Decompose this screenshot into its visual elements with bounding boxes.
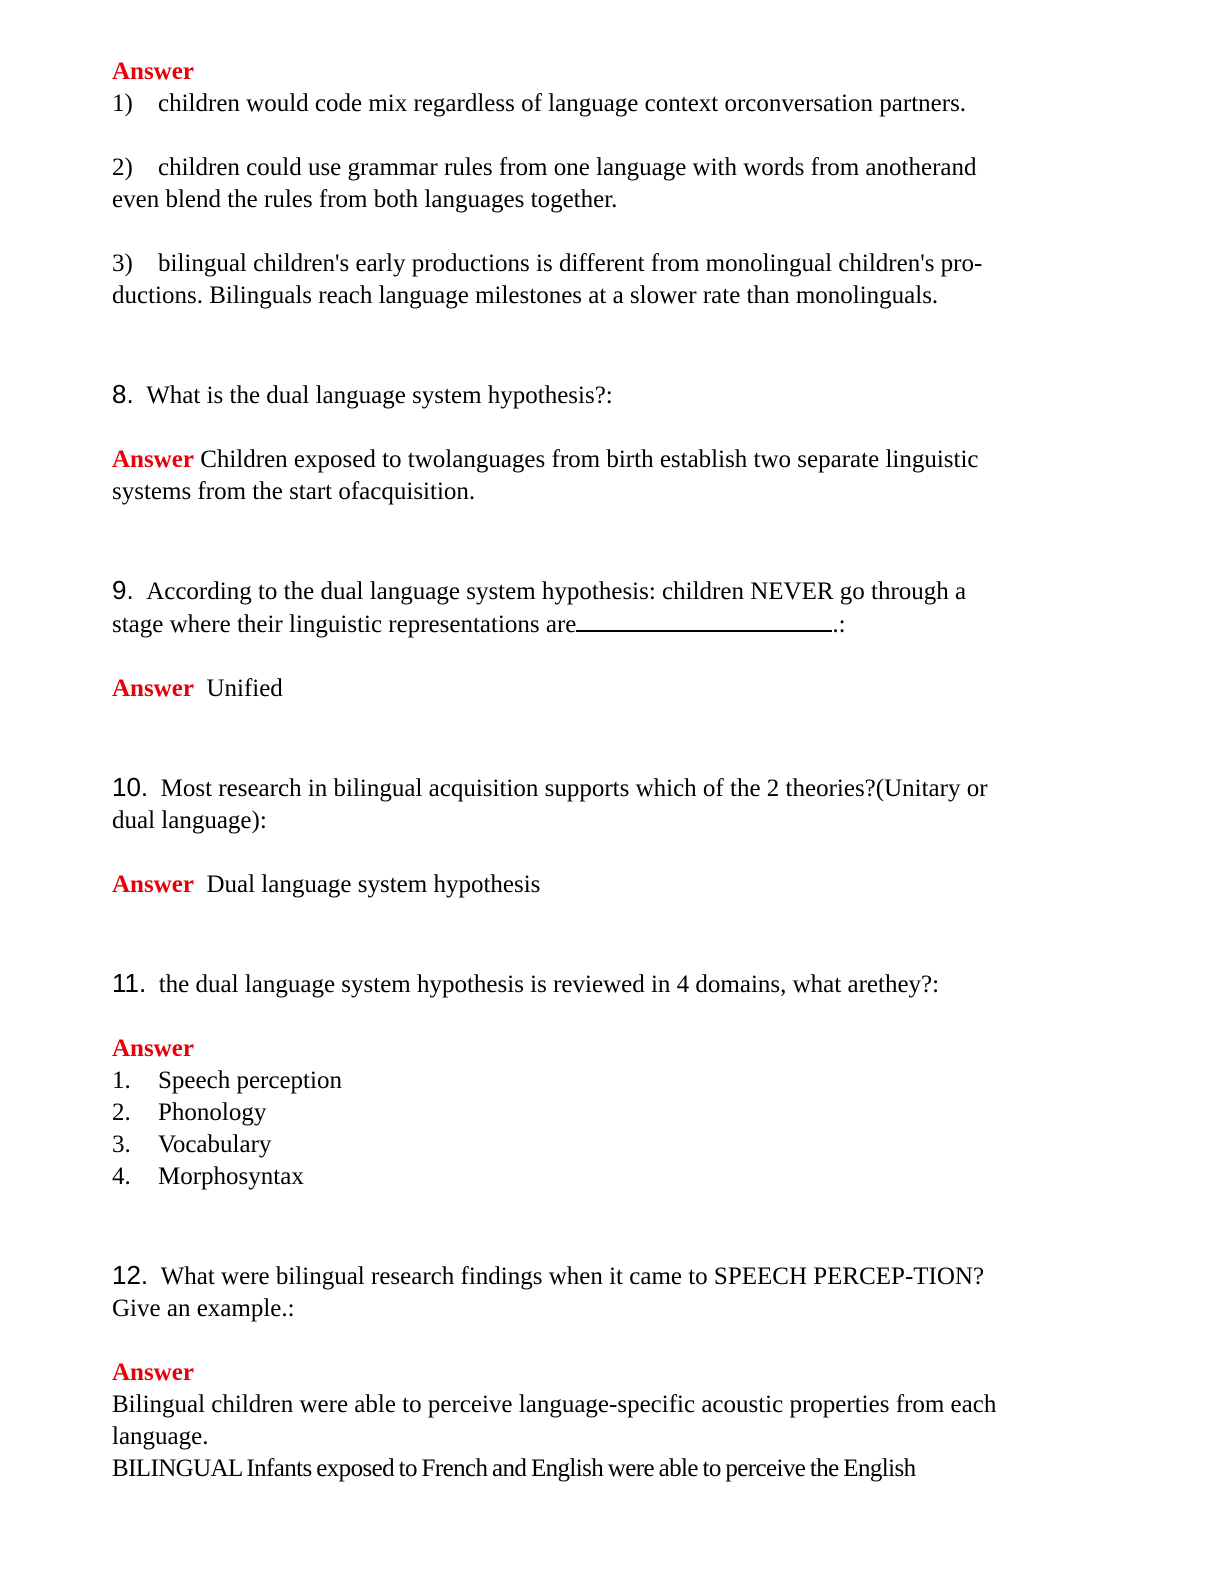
item-number: 4.	[112, 1163, 131, 1190]
q12-question	[112, 1259, 1102, 1293]
question-text-end: .:	[832, 611, 846, 638]
q12-answer-line-2: language.	[112, 1423, 209, 1450]
item-text: children would code mix regardless of language context orconversation partners.	[158, 90, 967, 117]
item-number: 3.	[112, 1131, 131, 1158]
question-number: 9.	[112, 575, 134, 605]
q7-answer-heading	[112, 56, 1102, 88]
q8-answer-cont: systems from the start ofacquisition.	[112, 478, 476, 505]
document-page	[112, 56, 1102, 1485]
q7-answer-item-3	[112, 248, 1102, 280]
q7-answer-item-2-cont: even blend the rules from both languages together.	[112, 186, 618, 213]
q10-question	[112, 771, 1102, 805]
answer-text: Children exposed to twolanguages from birth establish two separate linguistic	[200, 446, 979, 473]
q12-answer-line-1: Bilingual children were able to perceive language-specific acoustic properties from each	[112, 1391, 997, 1418]
q12-question-cont: Give an example.:	[112, 1295, 295, 1322]
question-number: 12.	[112, 1260, 149, 1290]
q12-answer-heading	[112, 1357, 1102, 1389]
question-number: 10.	[112, 772, 149, 802]
item-number: 3)	[112, 250, 133, 277]
fill-in-blank	[576, 608, 832, 632]
question-text: stage where their linguistic representations are	[112, 611, 577, 638]
answer-label: Answer	[112, 675, 194, 702]
question-text: According to the dual language system hypothesis: children NEVER go through a	[146, 578, 967, 605]
item-number: 1.	[112, 1067, 131, 1094]
answer-label: Answer	[112, 446, 194, 473]
list-item	[112, 1097, 1102, 1129]
item-text: children could use grammar rules from one language with words from anotherand	[158, 154, 977, 181]
q12-answer-line-3: BILINGUAL Infants exposed to French and English were able to perceive the English	[112, 1455, 916, 1482]
q9-question	[112, 574, 1102, 608]
list-item	[112, 1161, 1102, 1193]
item-number: 1)	[112, 90, 133, 117]
q10-answer	[112, 869, 1102, 901]
list-item	[112, 1129, 1102, 1161]
question-number: 11.	[112, 968, 147, 998]
q7-answer-item-1	[112, 88, 1102, 120]
item-number: 2.	[112, 1099, 131, 1126]
item-text: bilingual children's early productions is different from monolingual children's pro-	[158, 250, 983, 277]
question-number: 8.	[112, 379, 134, 409]
question-text: Most research in bilingual acquisition supports which of the 2 theories?(Unitary or	[160, 775, 988, 802]
answer-label: Answer	[112, 1359, 194, 1386]
answer-label: Answer	[112, 1035, 194, 1062]
answer-label: Answer	[112, 871, 194, 898]
item-text: Speech perception	[158, 1067, 342, 1094]
item-text: Phonology	[158, 1099, 267, 1126]
question-text: What were bilingual research findings when it came to SPEECH PERCEP-TION?	[160, 1263, 985, 1290]
question-text: the dual language system hypothesis is reviewed in 4 domains, what arethey?:	[158, 971, 940, 998]
answer-text: Dual language system hypothesis	[206, 871, 541, 898]
answer-label: Answer	[112, 58, 194, 85]
q7-answer-item-3-cont: ductions. Bilinguals reach language milestones at a slower rate than monolinguals.	[112, 282, 939, 309]
q8-answer	[112, 444, 1102, 476]
q11-answer-heading	[112, 1033, 1102, 1065]
q7-answer-item-2	[112, 152, 1102, 184]
q10-question-cont: dual language):	[112, 807, 267, 834]
question-text: What is the dual language system hypothesis?:	[146, 382, 613, 409]
q9-answer	[112, 673, 1102, 705]
item-text: Morphosyntax	[158, 1163, 304, 1190]
q9-question-cont	[112, 608, 1102, 641]
item-number: 2)	[112, 154, 133, 181]
answer-text: Unified	[206, 675, 283, 702]
item-text: Vocabulary	[158, 1131, 272, 1158]
q8-question	[112, 378, 1102, 412]
list-item	[112, 1065, 1102, 1097]
q11-question	[112, 967, 1102, 1001]
